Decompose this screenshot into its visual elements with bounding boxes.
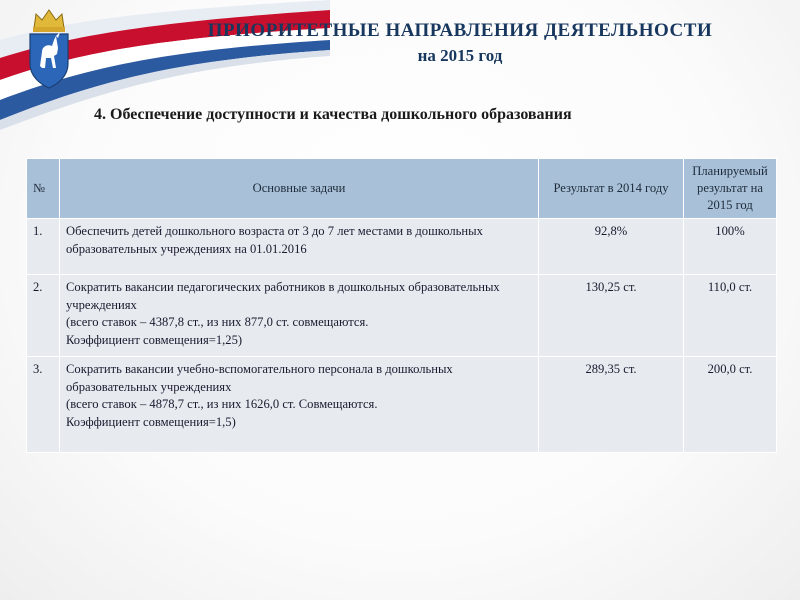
task-text: Обеспечить детей дошкольного возраста от 3 до 7 лет местами в дошкольных образовательных учреждениях на 01.01.2016 — [66, 224, 483, 256]
header-plan-2015: Планируемый результат на 2015 год — [684, 159, 777, 219]
row-result-2014: 289,35 ст. — [539, 357, 684, 453]
task-text: Сократить вакансии учебно-вспомогательного персонала в дошкольных образовательных учреждениях — [66, 362, 453, 394]
title-line-1: ПРИОРИТЕТНЫЕ НАПРАВЛЕНИЯ ДЕЯТЕЛЬНОСТИ — [207, 20, 713, 41]
table-header-row — [27, 159, 777, 219]
task-coefficient: Коэффициент совмещения=1,5) — [66, 414, 236, 429]
task-text: Сократить вакансии педагогических работников в дошкольных образовательных учреждениях — [66, 280, 500, 312]
row-result-2014: 130,25 ст. — [539, 275, 684, 357]
title-line-2: на 2015 год — [417, 46, 503, 65]
row-task — [60, 275, 539, 357]
header-number: № — [27, 159, 60, 219]
row-number: 3. — [27, 357, 60, 453]
row-number: 1. — [27, 219, 60, 275]
priorities-table — [26, 158, 777, 453]
table-row — [27, 219, 777, 275]
row-result-2014: 92,8% — [539, 219, 684, 275]
row-number: 2. — [27, 275, 60, 357]
header-tasks: Основные задачи — [60, 159, 539, 219]
coat-of-arms-icon — [24, 6, 74, 92]
row-plan-2015: 100% — [684, 219, 777, 275]
header-result-2014: Результат в 2014 году — [539, 159, 684, 219]
section-subtitle: 4. Обеспечение доступности и качества дошкольного образования — [94, 106, 572, 123]
page-title — [140, 18, 780, 68]
row-task — [60, 219, 539, 275]
row-plan-2015: 200,0 ст. — [684, 357, 777, 453]
table-row — [27, 357, 777, 453]
task-note: (всего ставок – 4387,8 ст., из них 877,0 ст. совмещаются. — [66, 315, 369, 329]
task-note: (всего ставок – 4878,7 ст., из них 1626,0 ст. Совмещаются. — [66, 397, 378, 411]
row-plan-2015: 110,0 ст. — [684, 275, 777, 357]
task-coefficient: Коэффициент совмещения=1,25) — [66, 332, 243, 347]
row-task — [60, 357, 539, 453]
table-row — [27, 275, 777, 357]
